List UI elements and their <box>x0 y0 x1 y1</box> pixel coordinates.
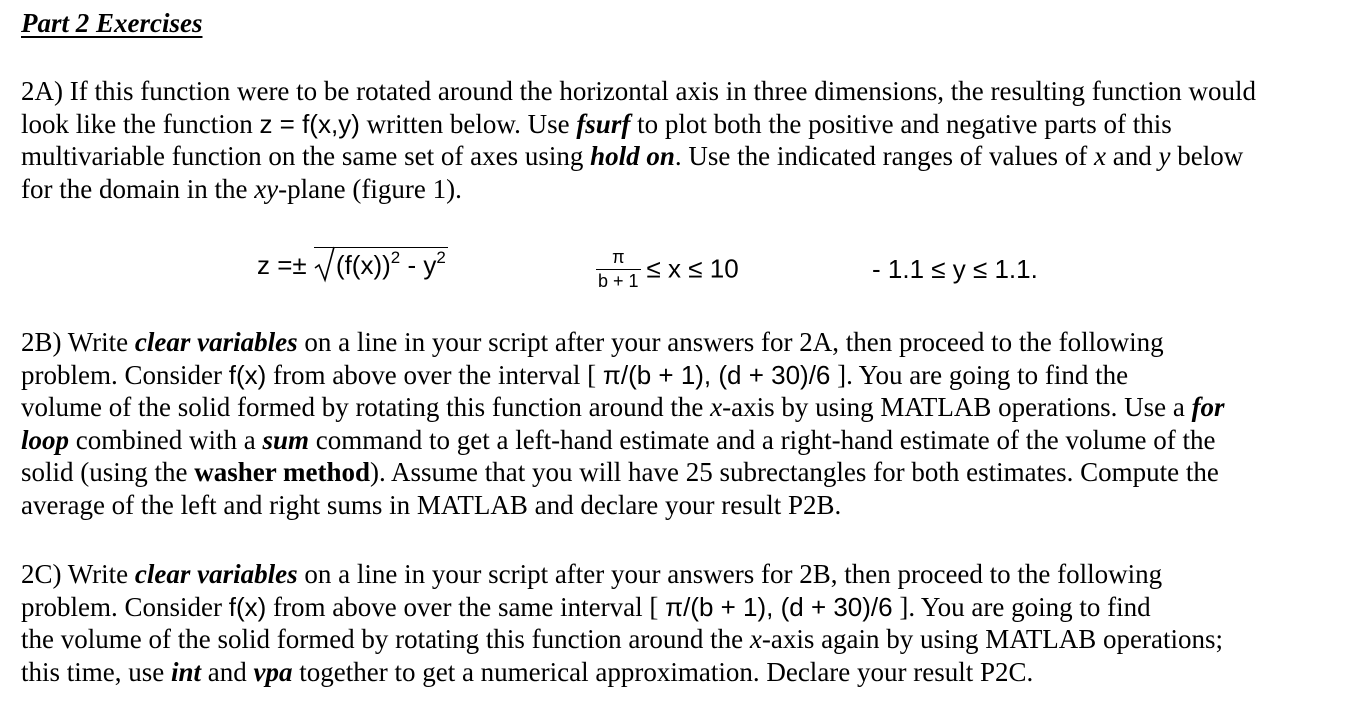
text-run: look like the function <box>21 108 260 139</box>
y-range: - 1.1 ≤ y ≤ 1.1. <box>872 254 1038 284</box>
exercise-2b-line-5 <box>21 456 1351 489</box>
x-range <box>596 246 739 292</box>
square-root <box>314 250 448 281</box>
keyword-washer-method: washer method <box>194 457 371 487</box>
exercise-2b-line-2 <box>21 359 1351 392</box>
exercise-2b-line-3 <box>21 391 1351 424</box>
z-lhs: z =± <box>257 250 314 280</box>
variable-x: x <box>710 392 723 422</box>
exponent: 2 <box>436 248 446 267</box>
text-run: this time, use <box>21 656 171 687</box>
text-run: together to get a numerical approximation. Declare your result P2C. <box>292 656 1034 687</box>
text-run: ). Assume that you will have 25 subrectangles for both estimates. Compute the <box>370 457 1219 487</box>
text-run: -axis by using MATLAB operations. Use a <box>722 392 1192 422</box>
exercise-2a-line-3 <box>21 140 1351 173</box>
exercise-2a-line-4 <box>21 173 1351 206</box>
exercise-2c-line-3 <box>21 623 1351 656</box>
text-run: . Use the indicated ranges of values of <box>674 141 1095 171</box>
exercise-2c-line-4 <box>21 656 1351 689</box>
text-run: ]. You are going to find <box>892 591 1151 622</box>
radicand-term: - y <box>400 250 437 280</box>
text-run: -axis again by using MATLAB operations; <box>761 624 1224 654</box>
text-run: ]. You are going to find the <box>830 359 1129 390</box>
radicand-term: (f(x)) <box>335 250 391 280</box>
text-run: on a line in your script after your answers for 2B, then proceed to the following <box>297 559 1163 589</box>
function-notation: z = f(x,y) <box>259 108 360 139</box>
text-run: volume of the solid formed by rotating this function around the <box>21 392 711 422</box>
exercise-2c-paragraph <box>21 558 1351 688</box>
text-run: -plane (figure 1). <box>278 173 462 204</box>
fraction <box>596 246 641 292</box>
exercise-2a-line-2 <box>21 108 1351 141</box>
exercise-2b-line-4 <box>21 424 1351 457</box>
fraction-numerator: π <box>612 247 625 267</box>
exercise-2c-line-2 <box>21 591 1351 624</box>
section-title: Part 2 Exercises <box>21 8 203 38</box>
text-run: below <box>1170 141 1244 171</box>
keyword-for: for <box>1191 392 1225 422</box>
keyword-clear-variables: clear variables <box>134 327 298 357</box>
interval-bounds: π/(b + 1), (d + 30)/6 <box>602 359 831 390</box>
keyword-fsurf: fsurf <box>576 108 631 139</box>
text-run: combined with a <box>69 424 263 455</box>
text-run: written below. Use <box>359 108 577 139</box>
text-run: and <box>201 656 254 687</box>
function-notation: f(x) <box>228 359 267 390</box>
exercise-2b-line-1 <box>21 326 1351 359</box>
z-equation <box>257 250 448 281</box>
keyword-int: int <box>171 656 202 687</box>
text-run: from above over the same interval [ <box>266 591 666 622</box>
x-range-inequality: ≤ x ≤ 10 <box>646 253 739 284</box>
variable-y: y <box>1158 141 1171 171</box>
exercise-2a-paragraph <box>21 75 1351 205</box>
keyword-hold-on: hold on <box>590 141 675 171</box>
text-run: the volume of the solid formed by rotating this function around the <box>21 624 750 654</box>
variable-xy: xy <box>254 173 279 204</box>
exercise-2a-line-1: 2A) If this function were to be rotated around the horizontal axis in three dimensions, the resulting function would <box>21 76 1256 106</box>
text-run: and <box>1106 141 1159 171</box>
text-run: 2C) Write <box>21 559 135 589</box>
keyword-sum: sum <box>262 424 310 455</box>
function-notation: f(x) <box>228 591 267 622</box>
text-run: solid (using the <box>21 457 195 487</box>
text-run: multivariable function on the same set of axes using <box>21 141 591 171</box>
exponent: 2 <box>390 248 401 267</box>
text-run: problem. Consider <box>21 359 229 390</box>
text-run: problem. Consider <box>21 591 229 622</box>
exercise-2c-line-1 <box>21 558 1351 591</box>
keyword-vpa: vpa <box>253 656 293 687</box>
equations-row <box>21 240 1351 300</box>
text-run: command to get a left-hand estimate and a right-hand estimate of the volume of the <box>309 424 1216 455</box>
text-run: 2B) Write <box>21 327 135 357</box>
exercise-2b-paragraph <box>21 326 1351 521</box>
fraction-denominator: b + 1 <box>598 271 639 291</box>
radical-sign-icon <box>314 244 336 284</box>
keyword-clear-variables: clear variables <box>134 559 298 589</box>
interval-bounds: π/(b + 1), (d + 30)/6 <box>665 591 893 622</box>
exercise-2b-line-6: average of the left and right sums in MATLAB and declare your result P2B. <box>21 489 842 520</box>
variable-x: x <box>1094 141 1106 171</box>
text-run: to plot both the positive and negative parts of this <box>630 108 1172 139</box>
text-run: for the domain in the <box>21 173 255 204</box>
variable-x: x <box>749 624 762 654</box>
text-run: on a line in your script after your answers for 2A, then proceed to the following <box>297 327 1164 357</box>
text-run: from above over the interval [ <box>266 359 603 390</box>
keyword-loop: loop <box>21 424 70 455</box>
